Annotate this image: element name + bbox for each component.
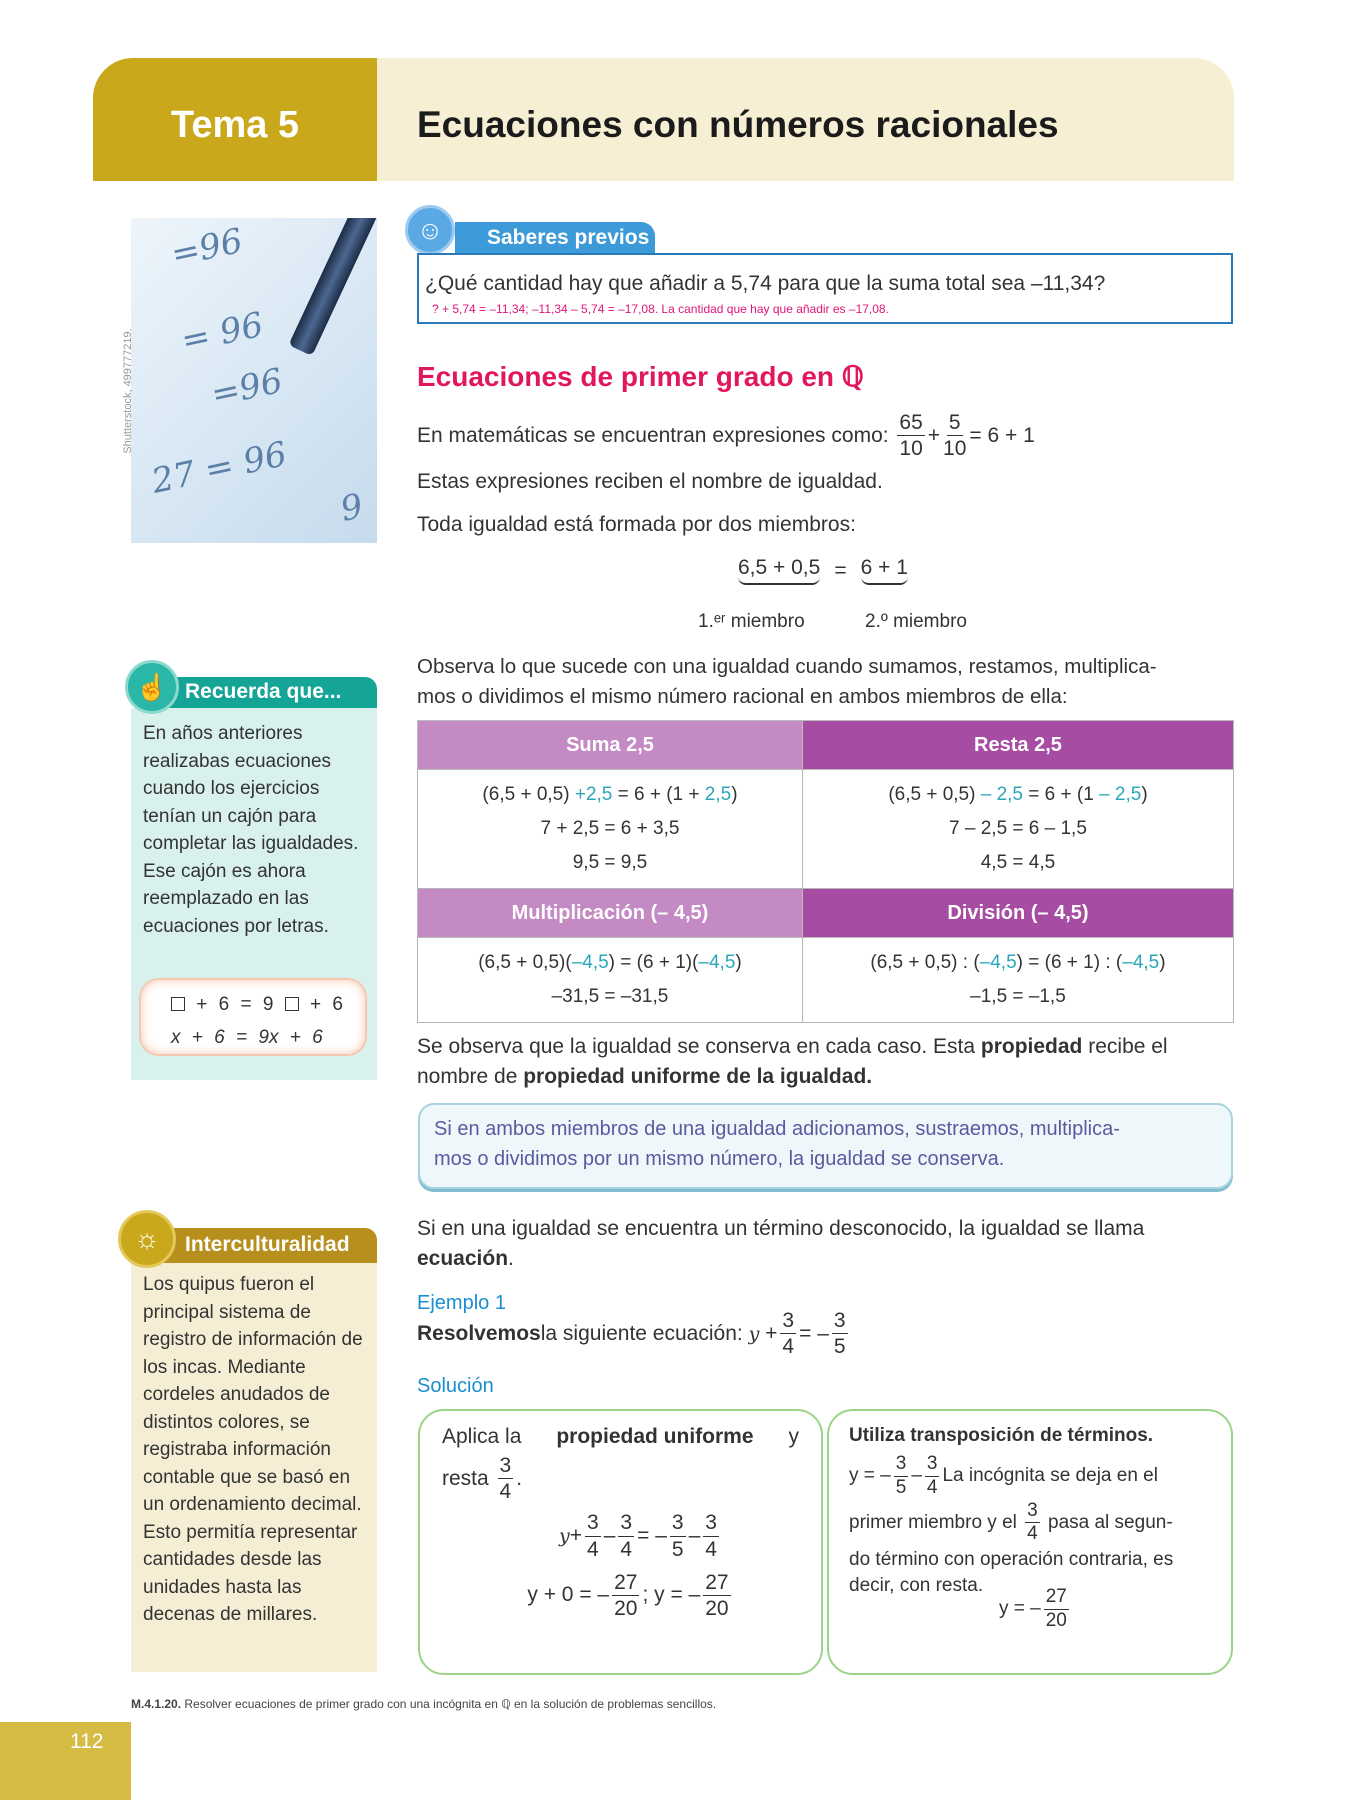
expression: y + 0 = –	[527, 1583, 610, 1607]
fraction	[618, 1510, 634, 1561]
text: La incógnita se deja en el	[942, 1465, 1158, 1487]
solution-box-uniform	[418, 1409, 823, 1675]
fraction	[1025, 1500, 1040, 1547]
expression: y = –	[999, 1598, 1041, 1620]
numerator: 3	[670, 1510, 686, 1536]
empty-box-icon	[171, 997, 185, 1011]
empty-box-icon	[285, 997, 299, 1011]
bold-text: propiedad uniforme de la igualdad.	[523, 1065, 873, 1088]
table-header: Resta 2,5	[802, 721, 1233, 770]
fraction	[612, 1570, 639, 1621]
property-text: mos o dividimos por un mismo número, la igualdad se conserva.	[434, 1148, 1005, 1170]
equation-text: –31,5 = –31,5	[551, 986, 669, 1007]
equation-line	[803, 846, 1233, 880]
photo-handwriting: =96	[207, 360, 287, 416]
numerator: 3	[585, 1510, 601, 1536]
equation-text: = 6 + (1	[1023, 784, 1100, 805]
property-callout	[418, 1103, 1233, 1189]
photo-handwriting: 9	[337, 486, 367, 530]
handwriting-photo	[131, 218, 377, 543]
skill-text: Resolver ecuaciones de primer grado con una incógnita en ℚ en la solución de problemas sencillos.	[181, 1697, 717, 1711]
numerator: 27	[1044, 1586, 1069, 1610]
pen-image	[288, 218, 377, 356]
equation-text: )	[1159, 952, 1166, 973]
table-header: Suma 2,5	[418, 721, 803, 770]
skill-code: M.4.1.20.	[131, 1697, 182, 1711]
operator: = –	[637, 1524, 667, 1548]
denominator: 4	[705, 1537, 717, 1561]
numerator: 3	[780, 1308, 796, 1334]
fraction	[670, 1510, 686, 1561]
observation-line	[417, 1035, 1168, 1059]
expression-line	[417, 410, 1035, 461]
photo-handwriting: =96	[167, 220, 247, 276]
recuerda-tab: Recuerda que...	[153, 677, 377, 708]
equation-definition	[417, 1247, 514, 1271]
equation-definition: Si en una igualdad se encuentra un término desconocido, la igualdad se llama	[417, 1217, 1145, 1240]
table-cell	[802, 938, 1233, 1023]
denominator: 4	[587, 1537, 599, 1561]
fraction	[703, 1510, 719, 1561]
paragraph-text: Toda igualdad está formada por dos miembros:	[417, 513, 856, 536]
observation-line	[417, 1065, 872, 1089]
fraction	[585, 1510, 601, 1561]
equation-text: 7 + 2,5 = 6 + 3,5	[540, 818, 680, 839]
numerator: 3	[1025, 1500, 1040, 1524]
text: Aplica la	[442, 1425, 522, 1448]
fraction	[897, 410, 924, 461]
paragraph-text: Estas expresiones reciben el nombre de igualdad.	[417, 470, 883, 493]
example-label: Ejemplo 1	[417, 1292, 506, 1314]
table-cell	[418, 770, 803, 889]
saberes-previos-tab	[455, 222, 655, 253]
equation-line	[418, 980, 802, 1014]
table-header: División (– 4,5)	[802, 889, 1233, 938]
equation-text: (6,5 + 0,5)	[482, 784, 575, 805]
denominator: 4	[499, 1480, 512, 1504]
second-member-label: 2.º miembro	[865, 611, 967, 632]
variable: y	[559, 1525, 570, 1548]
second-member: 6 + 1	[861, 556, 908, 585]
interculturalidad-box: Los quipus fueron el principal sistema de registro de información de los incas. Mediante cordeles anudados de distintos colores, se registraba información contable que se basó en un ordenamiento decimal. Esto permitía representar cantidades desde las unidades hasta las decenas de millares.	[131, 1263, 377, 1672]
fraction	[498, 1453, 514, 1504]
text: resta	[442, 1466, 489, 1490]
text: nombre de	[417, 1065, 524, 1088]
recuerda-equations	[139, 978, 367, 1056]
denominator: 20	[1045, 1609, 1067, 1631]
text: pasa al segun-	[1048, 1511, 1173, 1533]
equation-text: )	[731, 784, 738, 805]
text: recibe el	[1082, 1035, 1168, 1058]
denominator: 4	[926, 1476, 938, 1498]
highlighted-term: – 2,5	[980, 784, 1023, 805]
equation-part: + 6	[310, 994, 343, 1015]
equation-line	[418, 946, 802, 980]
theme-number: Tema 5	[170, 104, 300, 146]
section-heading: Ecuaciones de primer grado en ℚ	[417, 361, 864, 392]
numerator: 27	[703, 1570, 730, 1596]
table-cell	[418, 938, 803, 1023]
highlighted-term: – 2,5	[1099, 784, 1142, 805]
skill-code-footer	[131, 1697, 716, 1711]
highlighted-term: –4,5	[979, 952, 1017, 973]
equation-part: + 6 = 9	[196, 994, 274, 1015]
table-header: Multiplicación (– 4,5)	[418, 889, 803, 938]
equation-text: = 6 + (1 +	[612, 784, 705, 805]
equation: x + 6 = 9x + 6	[171, 1027, 323, 1048]
brain-head-icon: ☺	[405, 205, 455, 255]
equation-line	[803, 778, 1233, 812]
property-text: Si en ambos miembros de una igualdad adicionamos, sustraemos, multiplica-	[434, 1118, 1120, 1140]
denominator: 20	[705, 1596, 729, 1620]
equals-sign: =	[834, 558, 847, 582]
equation-text: ) = (6 + 1) : (	[1016, 952, 1123, 973]
numerator: 3	[498, 1453, 514, 1479]
fraction	[1044, 1586, 1069, 1633]
mask-face-icon: ☼	[118, 1210, 176, 1268]
numerator: 65	[897, 410, 924, 436]
equation-text: (6,5 + 0,5)(	[478, 952, 572, 973]
numerator: 3	[618, 1510, 634, 1536]
equation-line	[418, 846, 802, 880]
fraction	[780, 1308, 796, 1359]
equation-text: )	[735, 952, 742, 973]
operator: = –	[799, 1321, 829, 1345]
rhs: = 6 + 1	[969, 423, 1035, 447]
first-member: 6,5 + 0,5	[738, 556, 820, 585]
equation-text: –1,5 = –1,5	[970, 986, 1066, 1007]
text: primer miembro y el	[849, 1511, 1017, 1533]
recuerda-text: En años anteriores realizabas ecuaciones cuando los ejercicios tenían un cajón para completar las igualdades. Ese cajón es ahora reemplazado en las ecuaciones por letras.	[143, 723, 359, 937]
first-member-label: 1.ᵉʳ miembro	[698, 611, 805, 632]
fraction	[943, 410, 966, 461]
highlighted-term: +2,5	[574, 784, 613, 805]
denominator: 4	[620, 1537, 633, 1561]
page-number: 112	[70, 1730, 104, 1753]
finger-string-icon: ☝	[125, 660, 179, 714]
denominator: 20	[614, 1596, 638, 1620]
paragraph-text: Observa lo que sucede con una igualdad cuando sumamos, restamos, multiplica-	[417, 655, 1157, 678]
equation-line	[803, 812, 1233, 846]
saberes-answer: ? + 5,74 = –11,34; –11,34 – 5,74 = –17,08. La cantidad que hay que añadir es –17,08.	[432, 302, 889, 316]
operator: +	[927, 423, 941, 447]
box-title: Utiliza transposición de términos.	[849, 1425, 1154, 1446]
fraction	[894, 1453, 909, 1500]
equation-text: (6,5 + 0,5) : (	[870, 952, 980, 973]
numerator: 3	[894, 1453, 909, 1477]
highlighted-term: –4,5	[1122, 952, 1160, 973]
equation-line	[803, 980, 1233, 1014]
members-equation	[738, 556, 908, 585]
fraction	[925, 1453, 940, 1500]
equation-text: )	[1141, 784, 1148, 805]
page-title: Ecuaciones con números racionales	[417, 104, 1059, 145]
numerator: 3	[925, 1453, 940, 1477]
operator: +	[569, 1524, 583, 1548]
interculturalidad-tab: Interculturalidad	[153, 1228, 377, 1263]
fraction	[832, 1308, 848, 1359]
table-cell	[802, 770, 1233, 889]
equation-text: 9,5 = 9,5	[572, 852, 648, 873]
photo-credit: Shutterstock, 499777219.	[122, 328, 134, 454]
operator: –	[603, 1524, 616, 1548]
text: .	[516, 1466, 523, 1490]
operator: +	[765, 1321, 778, 1345]
text: decir, con resta.	[849, 1575, 984, 1597]
operator: –	[911, 1465, 922, 1487]
highlighted-term: –4,5	[698, 952, 736, 973]
equation-line	[418, 812, 802, 846]
bold-text: Resolvemos	[417, 1321, 541, 1345]
denominator: 4	[782, 1335, 795, 1359]
page-number-band	[0, 1722, 131, 1800]
example-equation	[417, 1308, 851, 1359]
text: la siguiente ecuación:	[540, 1321, 743, 1345]
equation-text: 7 – 2,5 = 6 – 1,5	[949, 818, 1087, 839]
highlighted-term: 2,5	[704, 784, 732, 805]
bold-text: propiedad	[980, 1035, 1083, 1058]
highlighted-term: –4,5	[571, 952, 609, 973]
denominator: 5	[833, 1335, 846, 1359]
operator: –	[688, 1524, 701, 1548]
bold-text: ecuación	[417, 1247, 509, 1270]
solution-label: Solución	[417, 1375, 494, 1397]
text: .	[508, 1247, 514, 1270]
equation-text: 4,5 = 4,5	[980, 852, 1056, 873]
equation-line	[803, 946, 1233, 980]
denominator: 10	[943, 437, 967, 461]
saberes-previos-label: Saberes previos	[487, 226, 650, 249]
text: do término con operación contraria, es	[849, 1549, 1174, 1571]
numerator: 3	[832, 1308, 848, 1334]
variable: y	[748, 1322, 760, 1345]
denominator: 5	[895, 1476, 907, 1498]
expression: ; y = –	[642, 1583, 701, 1607]
expression: y = –	[849, 1465, 891, 1487]
recuerda-box	[131, 708, 377, 1080]
text: Se observa que la igualdad se conserva en cada caso. Esta	[417, 1035, 981, 1058]
numerator: 27	[612, 1570, 639, 1596]
photo-handwriting: 27 = 96	[148, 434, 291, 502]
denominator: 10	[899, 437, 923, 461]
paragraph-text: En matemáticas se encuentran expresiones como:	[417, 423, 889, 447]
saberes-question: ¿Qué cantidad hay que añadir a 5,74 para que la suma total sea –11,34?	[425, 272, 1106, 295]
bold-text: propiedad uniforme	[556, 1425, 754, 1448]
operations-table	[417, 720, 1234, 1023]
fraction	[703, 1570, 730, 1621]
denominator: 5	[671, 1537, 684, 1561]
equation-text: ) = (6 + 1)(	[608, 952, 699, 973]
photo-handwriting: = 96	[177, 304, 267, 362]
text: y	[788, 1425, 799, 1448]
numerator: 3	[703, 1510, 719, 1536]
numerator: 5	[947, 410, 963, 436]
denominator: 4	[1027, 1523, 1038, 1545]
paragraph-text: mos o dividimos el mismo número racional en ambos miembros de ella:	[417, 685, 1068, 708]
solution-box-transposition	[827, 1409, 1233, 1675]
equation-text: (6,5 + 0,5)	[888, 784, 981, 805]
equation-line	[418, 778, 802, 812]
